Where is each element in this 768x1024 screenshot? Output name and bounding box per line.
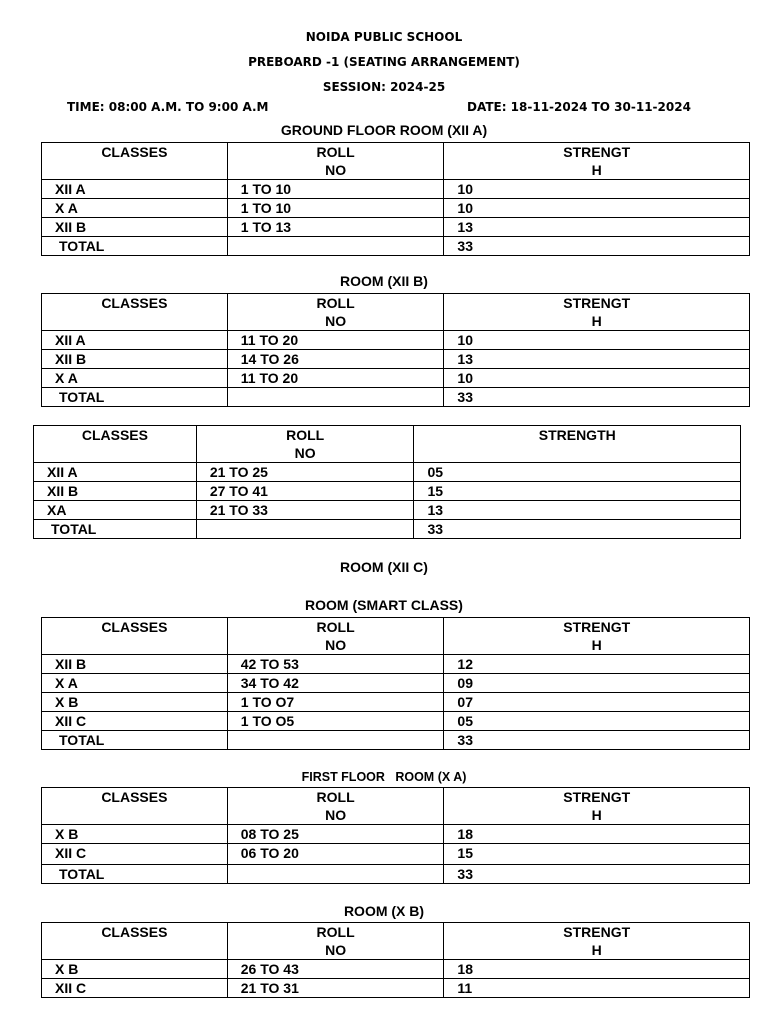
header-roll-no: ROLL NO <box>196 426 414 463</box>
cell-roll: 11 TO 20 <box>227 331 444 350</box>
room-title-x-b: ROOM (X B) <box>343 903 425 919</box>
table-row <box>42 712 750 731</box>
table-row <box>42 655 750 674</box>
table-row <box>42 960 750 979</box>
cell-strength: 10 <box>444 180 750 199</box>
table-row <box>34 482 741 501</box>
cell-class: XII C <box>42 712 228 731</box>
cell-strength: 07 <box>444 693 750 712</box>
cell-roll: 21 TO 33 <box>196 501 414 520</box>
table-row <box>42 199 750 218</box>
cell-class: XA <box>34 501 197 520</box>
cell-class: X A <box>42 199 228 218</box>
cell-class: XII C <box>42 979 228 998</box>
header-strength: STRENGT H <box>444 294 750 331</box>
room-title-smart-class: ROOM (SMART CLASS) <box>305 597 463 613</box>
header-strength: STRENGT H <box>444 923 750 960</box>
total-row <box>34 520 741 539</box>
room-title-xii-b: ROOM (XII B) <box>340 273 428 289</box>
header-strength: STRENGTH <box>414 426 741 463</box>
cell-total-label: TOTAL <box>42 388 228 407</box>
cell-strength: 15 <box>444 844 750 865</box>
table-row <box>34 501 741 520</box>
cell-class: XII A <box>42 180 228 199</box>
header-strength: STRENGT H <box>444 143 750 180</box>
cell-empty <box>227 388 444 407</box>
cell-empty <box>227 237 444 256</box>
cell-strength: 11 <box>444 979 750 998</box>
seating-table-smart-class <box>41 617 750 750</box>
cell-roll: 34 TO 42 <box>227 674 444 693</box>
room-caption-xii-c: ROOM (XII C) <box>340 559 428 575</box>
session: SESSION: 2024-25 <box>322 80 446 94</box>
cell-total-label: TOTAL <box>42 865 228 884</box>
cell-strength: 15 <box>414 482 741 501</box>
table-row <box>34 463 741 482</box>
table-row <box>42 674 750 693</box>
header-roll-no: ROLL NO <box>227 618 444 655</box>
table-header <box>42 618 750 655</box>
total-row <box>42 731 750 750</box>
header-strength: STRENGT H <box>444 788 750 825</box>
total-row <box>42 388 750 407</box>
cell-strength: 12 <box>444 655 750 674</box>
seating-table-xii-c <box>33 425 741 539</box>
header-classes: CLASSES <box>42 788 228 825</box>
cell-roll: 1 TO O7 <box>227 693 444 712</box>
table-row <box>42 180 750 199</box>
cell-class: X B <box>42 825 228 844</box>
cell-empty <box>227 731 444 750</box>
table-row <box>42 331 750 350</box>
cell-total-value: 33 <box>444 731 750 750</box>
table-row <box>42 979 750 998</box>
cell-roll: 14 TO 26 <box>227 350 444 369</box>
cell-strength: 05 <box>444 712 750 731</box>
cell-roll: 1 TO 10 <box>227 199 444 218</box>
table-row <box>42 369 750 388</box>
cell-roll: 21 TO 31 <box>227 979 444 998</box>
table-row <box>42 218 750 237</box>
seating-table-x-b <box>41 922 750 998</box>
cell-roll: 26 TO 43 <box>227 960 444 979</box>
table-row <box>42 350 750 369</box>
exam-time: TIME: 08:00 A.M. TO 9:00 A.M <box>67 100 269 114</box>
cell-class: XII B <box>42 350 228 369</box>
header-roll-no: ROLL NO <box>227 143 444 180</box>
cell-roll: 06 TO 20 <box>227 844 444 865</box>
cell-total-value: 33 <box>444 865 750 884</box>
cell-roll: 21 TO 25 <box>196 463 414 482</box>
cell-class: X A <box>42 674 228 693</box>
cell-strength: 18 <box>444 960 750 979</box>
header-classes: CLASSES <box>42 143 228 180</box>
total-row <box>42 237 750 256</box>
cell-class: XII B <box>34 482 197 501</box>
header-roll-no: ROLL NO <box>227 923 444 960</box>
cell-class: XII A <box>42 331 228 350</box>
total-row <box>42 865 750 884</box>
seating-table-xii-a <box>41 142 750 256</box>
cell-roll: 08 TO 25 <box>227 825 444 844</box>
cell-strength: 10 <box>444 369 750 388</box>
exam-date: DATE: 18-11-2024 TO 30-11-2024 <box>467 100 691 114</box>
cell-roll: 27 TO 41 <box>196 482 414 501</box>
cell-strength: 13 <box>444 350 750 369</box>
cell-roll: 11 TO 20 <box>227 369 444 388</box>
cell-class: XII B <box>42 218 228 237</box>
cell-total-label: TOTAL <box>42 731 228 750</box>
cell-total-value: 33 <box>414 520 741 539</box>
table-row <box>42 825 750 844</box>
table-header <box>42 294 750 331</box>
seating-table-xii-b <box>41 293 750 407</box>
table-header <box>42 923 750 960</box>
cell-class: XII B <box>42 655 228 674</box>
cell-empty <box>196 520 414 539</box>
table-row <box>42 693 750 712</box>
cell-roll: 1 TO O5 <box>227 712 444 731</box>
room-title-x-a: FIRST FLOOR ROOM (X A) <box>301 770 467 784</box>
header-classes: CLASSES <box>34 426 197 463</box>
cell-total-value: 33 <box>444 237 750 256</box>
cell-total-label: TOTAL <box>42 237 228 256</box>
cell-strength: 05 <box>414 463 741 482</box>
table-row <box>42 844 750 865</box>
cell-total-value: 33 <box>444 388 750 407</box>
table-header <box>34 426 741 463</box>
cell-strength: 13 <box>414 501 741 520</box>
cell-roll: 1 TO 13 <box>227 218 444 237</box>
cell-class: X B <box>42 693 228 712</box>
header-strength: STRENGT H <box>444 618 750 655</box>
exam-title: PREBOARD -1 (SEATING ARRANGEMENT) <box>248 55 520 69</box>
seating-table-x-a <box>41 787 750 884</box>
header-classes: CLASSES <box>42 294 228 331</box>
table-header <box>42 788 750 825</box>
table-header <box>42 143 750 180</box>
cell-strength: 10 <box>444 331 750 350</box>
header-classes: CLASSES <box>42 618 228 655</box>
cell-empty <box>227 865 444 884</box>
header-classes: CLASSES <box>42 923 228 960</box>
room-title-xii-a: GROUND FLOOR ROOM (XII A) <box>280 122 488 138</box>
cell-class: XII C <box>42 844 228 865</box>
cell-strength: 18 <box>444 825 750 844</box>
header-roll-no: ROLL NO <box>227 788 444 825</box>
cell-roll: 1 TO 10 <box>227 180 444 199</box>
cell-strength: 10 <box>444 199 750 218</box>
header-roll-no: ROLL NO <box>227 294 444 331</box>
cell-class: X A <box>42 369 228 388</box>
cell-class: X B <box>42 960 228 979</box>
cell-strength: 09 <box>444 674 750 693</box>
cell-total-label: TOTAL <box>34 520 197 539</box>
cell-class: XII A <box>34 463 197 482</box>
cell-roll: 42 TO 53 <box>227 655 444 674</box>
cell-strength: 13 <box>444 218 750 237</box>
school-name: NOIDA PUBLIC SCHOOL <box>305 30 463 44</box>
